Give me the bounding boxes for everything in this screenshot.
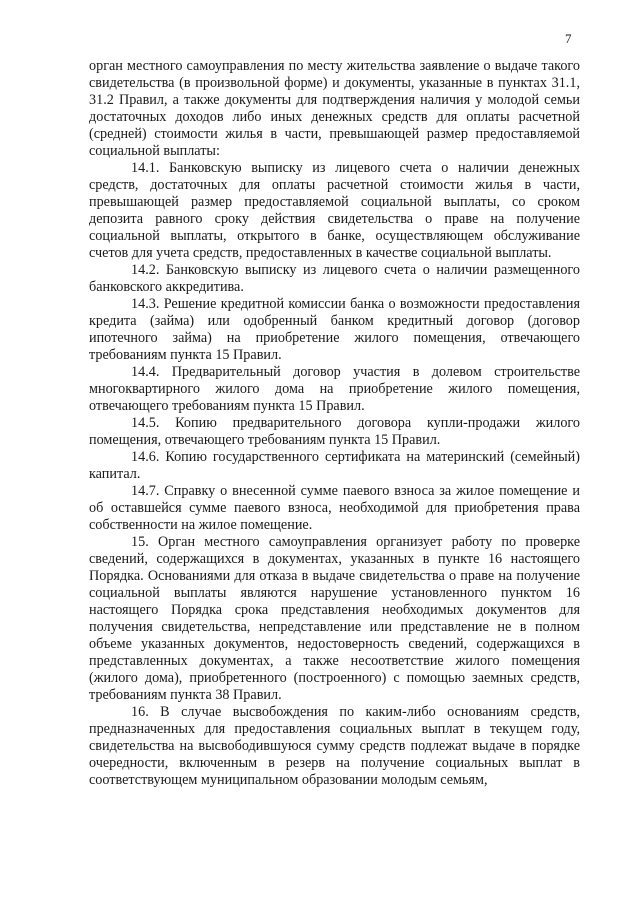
- page-number: 7: [565, 31, 572, 46]
- paragraph-16: 16. В случае высвобождения по каким-либо основаниям средств, предназначенных для предоставления социальных выплат в текущем году, свидетельства на высвободившуюся сумму средств подлежат выдаче в порядке очередности, включенным в резерв на получение социальных выплат в соответствующем муниципальном образовании молодым семьям,: [89, 704, 580, 788]
- paragraph-15: 15. Орган местного самоуправления организует работу по проверке сведений, содержащихся в документах, указанных в пункте 16 настоящего Порядка. Основаниями для отказа в выдаче свидетельства о праве на получение социальной выплаты являются нарушение установленного пунктом 16 настоящего Порядка срока представления необходимых документов для получения свидетельства, непредставление или представление не в полном объеме указанных документов, недостоверность сведений, содержащихся в представленных документах, а также несоответствие жилого помещения (жилого дома), приобретенного (построенного) с помощью заемных средств, требованиям пункта 38 Правил.: [89, 534, 580, 703]
- paragraph-14-3: 14.3. Решение кредитной комиссии банка о возможности предоставления кредита (займа) или одобренный банком кредитный договор (договор ипотечного займа) на приобретение жилого помещения, отвечающего требованиям пункта 15 Правил.: [89, 296, 580, 363]
- paragraph-14-1: 14.1. Банковскую выписку из лицевого счета о наличии денежных средств, достаточных для оплаты расчетной стоимости жилья в части, превышающей размер предоставляемой социальной выплаты, со сроком депозита равного сроку действия свидетельства о праве на получение социальной выплаты, открытого в банке, осуществляющем обслуживание счетов для учета средств, предоставленных в качестве социальной выплаты.: [89, 160, 580, 261]
- paragraph-14-7: 14.7. Справку о внесенной сумме паевого взноса за жилое помещение и об оставшейся сумме паевого взноса, необходимой для приобретения права собственности на жилое помещение.: [89, 483, 580, 533]
- paragraph-continuation: орган местного самоуправления по месту жительства заявление о выдаче такого свидетельства (в произвольной форме) и документы, указанные в пунктах 31.1, 31.2 Правил, а также документы для подтверждения наличия у молодой семьи достаточных доходов либо иных денежных средств для оплаты расчетной (средней) стоимости жилья в части, превышающей размер предоставляемой социальной выплаты:: [89, 58, 580, 159]
- paragraph-14-6: 14.6. Копию государственного сертификата на материнский (семейный) капитал.: [89, 449, 580, 482]
- paragraph-14-2: 14.2. Банковскую выписку из лицевого счета о наличии размещенного банковского аккредитива.: [89, 262, 580, 295]
- paragraph-14-5: 14.5. Копию предварительного договора купли-продажи жилого помещения, отвечающего требованиям пункта 15 Правил.: [89, 415, 580, 448]
- document-body: [89, 58, 580, 789]
- paragraph-14-4: 14.4. Предварительный договор участия в долевом строительстве многоквартирного жилого дома на приобретение жилого помещения, отвечающего требованиям пункта 15 Правил.: [89, 364, 580, 414]
